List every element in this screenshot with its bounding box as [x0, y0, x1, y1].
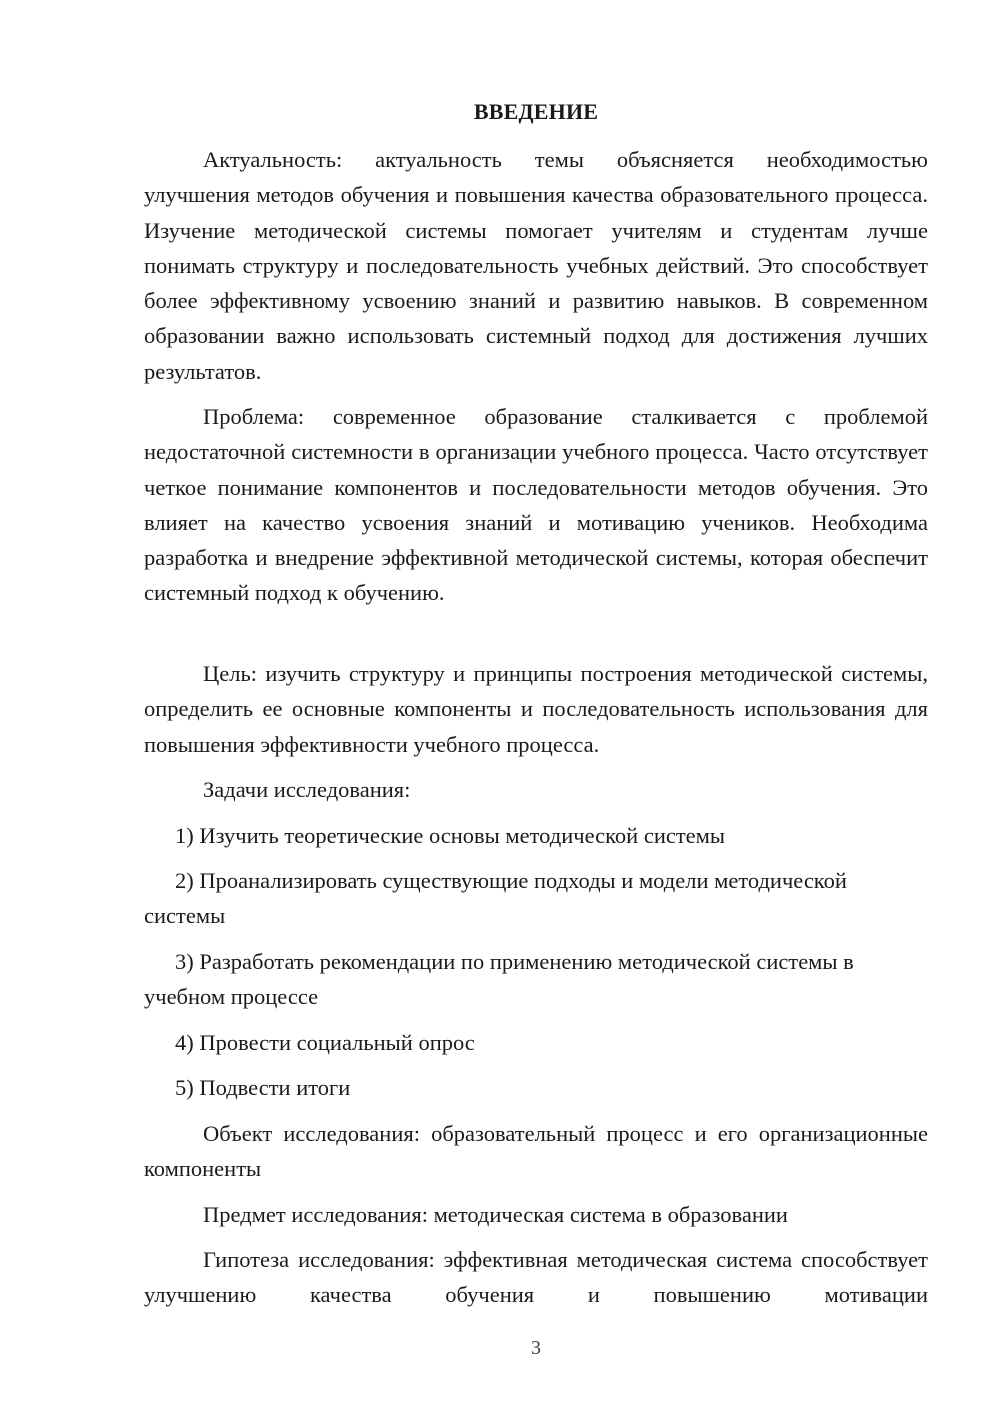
paragraph-goal: Цель: изучить структуру и принципы построения методической системы, определить ее основные компоненты и последовательность использования для повышения эффективности учебного процесса. [144, 661, 928, 757]
task-item-1: 1) Изучить теоретические основы методической системы [175, 823, 726, 848]
paragraph-subject: Предмет исследования: методическая система в образовании [203, 1202, 788, 1227]
task-item-5: 5) Подвести итоги [175, 1075, 351, 1100]
paragraph-hypothesis: Гипотеза исследования: эффективная методическая система способствует улучшению качества обучения и повышению мотивации [144, 1247, 928, 1308]
paragraph-object: Объект исследования: образовательный процесс и его организационные компоненты [144, 1121, 928, 1182]
task-item-3: 3) Разработать рекомендации по применению методической системы в учебном процессе [144, 949, 854, 1010]
task-item-4: 4) Провести социальный опрос [175, 1030, 475, 1055]
task-item-2: 2) Проанализировать существующие подходы и модели методической системы [144, 868, 847, 929]
paragraph-relevance: Актуальность: актуальность темы объясняется необходимостью улучшения методов обучения и повышения качества образовательного процесса. Изучение методической системы помогает учителям и студентам лучше понимать структуру и последовательность учебных действий. Это способствует более эффективному усвоению знаний и развитию навыков. В современном образовании важно использовать системный подход для достижения лучших результатов. [144, 147, 928, 384]
document-page [144, 0, 928, 1414]
section-heading: ВВЕДЕНИЕ [473, 99, 599, 124]
paragraph-problem: Проблема: современное образование сталкивается с проблемой недостаточной системности в организации учебного процесса. Часто отсутствует четкое понимание компонентов и последовательности методов обучения. Это влияет на качество усвоения знаний и мотивацию учеников. Необходима разработка и внедрение эффективной методической системы, которая обеспечит системный подход к обучению. [144, 404, 928, 606]
tasks-heading: Задачи исследования: [203, 777, 411, 802]
page-number: 3 [531, 1337, 541, 1359]
